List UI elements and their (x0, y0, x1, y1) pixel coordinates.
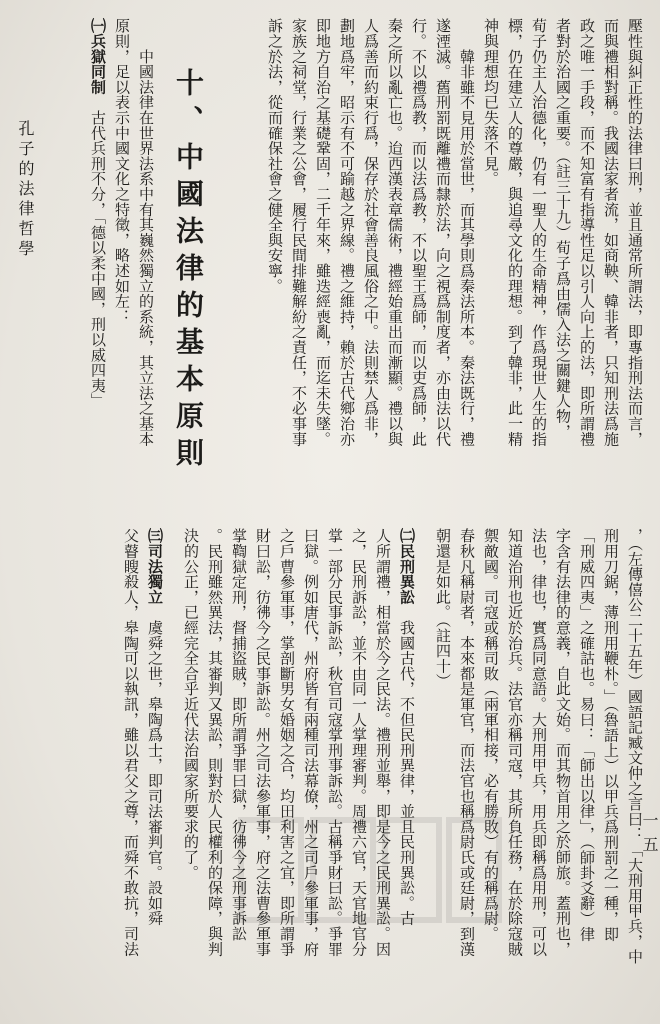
text-column: 家族之祠堂，行業之公會，履行民間排難解紛之責任，不必事事 (290, 18, 308, 447)
text-column: 即地方自治之基礎鞏固，二千年來，雖迭經喪亂，而迄未失墜。 (314, 18, 332, 447)
text-column: 原則，足以表示中國文化之特徵，略述如左： (113, 18, 131, 324)
text-span: 古代兵刑不分，「德以柔中國，刑以威四夷」 (89, 94, 107, 409)
text-span: 我國古代，不但民刑異律，並且民刑異訟。古 (398, 604, 416, 926)
page-number: 一五 (640, 812, 659, 860)
watermark-graphic (235, 810, 505, 930)
sub-heading-judicial-independence: ㈢司法獨立 (146, 528, 164, 605)
text-column: 壓性與糾正性的法律曰刑，並且通常所謂法，即專指刑法而言， (626, 18, 644, 447)
text-column: 人所謂禮，相當於今之民法。禮刑並舉，即是今之民刑異訟。因 (374, 528, 392, 957)
text-column (147, 528, 162, 926)
section-heading: 十、中國法律的基本原則 (172, 68, 205, 475)
text-span: 虞舜之世，皋陶爲士，即司法審判官。設如舜 (146, 604, 164, 926)
sub-heading-military-justice: ㈠兵獄同制 (89, 18, 107, 95)
text-column: ，（左傳僖公二十五年）國語記臧文仲之言曰：「大刑用甲兵，中 (626, 528, 644, 965)
text-column: 秦之所以亂亡也。迨西漢表章儒術，禮經始重出而漸顯。禮以與 (386, 18, 404, 447)
text-column: 刑用刀鋸，薄刑用鞭朴。」（魯語上）以甲兵爲刑罰之一種，即 (602, 528, 620, 942)
text-column: 遂湮滅。舊刑罰既離禮而隸於法，向之視爲制度者，亦由法以代 (434, 18, 452, 447)
text-column: 掌一部分民事訴訟，秋官司寇掌刑事訴訟。古稱爭財曰訟。爭罪 (326, 528, 344, 957)
text-column: 朝還是如此。（註四十） (434, 528, 452, 689)
text-column (90, 18, 105, 408)
text-column: 之，民刑訴訟，並不由同一人掌理審判。周禮六官，天官地官分 (350, 528, 368, 957)
text-column: 劃地爲牢，昭示有不可踰越之界線。禮之維持，賴於古代鄉治亦 (338, 18, 356, 447)
text-column: 政之唯一手段，而不知富有指導性足以引人向上的法，即所謂禮 (578, 18, 596, 447)
text-column: 字含有法律的意義，自此文始。而其物首用之於師旅。蓋刑也， (554, 528, 572, 957)
text-column: 決的公正，已經完全合乎近代法治國家所要求的了。 (182, 528, 200, 880)
text-column: 韓非雖不見用於當世，而其學則爲秦法所本。秦法既行，禮 (458, 18, 476, 447)
text-column: 人爲善而約束行爲，保存於社會善良風俗之中。法則禁人爲非， (362, 18, 380, 447)
text-column: 法也，律也，實爲同意語。大刑用甲兵，用兵即稱爲用刑，可以 (530, 528, 548, 957)
text-column: 父瞽瞍殺人，皋陶可以執訊，雖以君父之尊，而舜不敢抗，司法 (122, 528, 140, 957)
text-column: 。民刑雖然異法，其審判又異訟，則對於人民權利的保障，與判 (206, 528, 224, 957)
text-column: 荀子仍主人治德化，仍有一聖人的生命精神，作爲現世人生的指 (530, 18, 548, 447)
text-column: 中國法律在世界法系中有其巍然獨立的系統，其立法之基本 (137, 18, 155, 447)
text-column: 而與禮相對稱。我國法家者流，如商鞅、韓非者，只知刑法爲施 (602, 18, 620, 447)
sub-heading-civil-criminal: ㈡民刑異訟 (398, 528, 416, 605)
text-column: 禦敵國。司寇或稱司敗（兩軍相接，必有勝敗）有的稱爲尉。 (482, 528, 500, 942)
text-column: 之戶曹參軍事，掌剖斷男女婚姻之合，均田利害之宜，即所謂爭 (278, 528, 296, 957)
text-column: 者對於治國之重要。（註三十九）荀子爲由儒入法之關鍵人物， (554, 18, 572, 439)
text-column: 訴之於法，從而確保社會之健全與安寧。 (266, 18, 284, 294)
text-column: 掌鞫獄定刑，督捕盜賊，即所謂爭罪曰獄，彷彿今之刑事訴訟 (230, 528, 248, 942)
text-column: 春秋凡稱尉者，本來都是軍官，而法官也稱爲尉氏或廷尉，到漢 (458, 528, 476, 957)
text-column: 「刑威四夷」之確詁也。易曰：「師出以律」，（師卦爻辭）律 (578, 528, 596, 942)
text-column: 知道治刑也近於治兵。法官亦稱司寇，其所負任務，在於除寇賊 (506, 528, 524, 957)
text-column: 曰獄。例如唐代，州府皆有兩種司法幕僚，州之司戶參軍事，府 (302, 528, 320, 957)
text-column: 行。不以禮爲教，而以法爲教，不以聖王爲師，而以吏爲師，此 (410, 18, 428, 447)
running-header-title: 孔子的法律哲學 (16, 120, 35, 260)
text-column: 神與理想均已失落不見。 (482, 18, 500, 187)
text-column: 標，仍在建立人的尊嚴，與追尋文化的理想。到了韓非，此一精 (506, 18, 524, 447)
text-column: 財曰訟，彷彿今之民事訴訟。州之司法參軍事，府之法曹參軍事 (254, 528, 272, 957)
